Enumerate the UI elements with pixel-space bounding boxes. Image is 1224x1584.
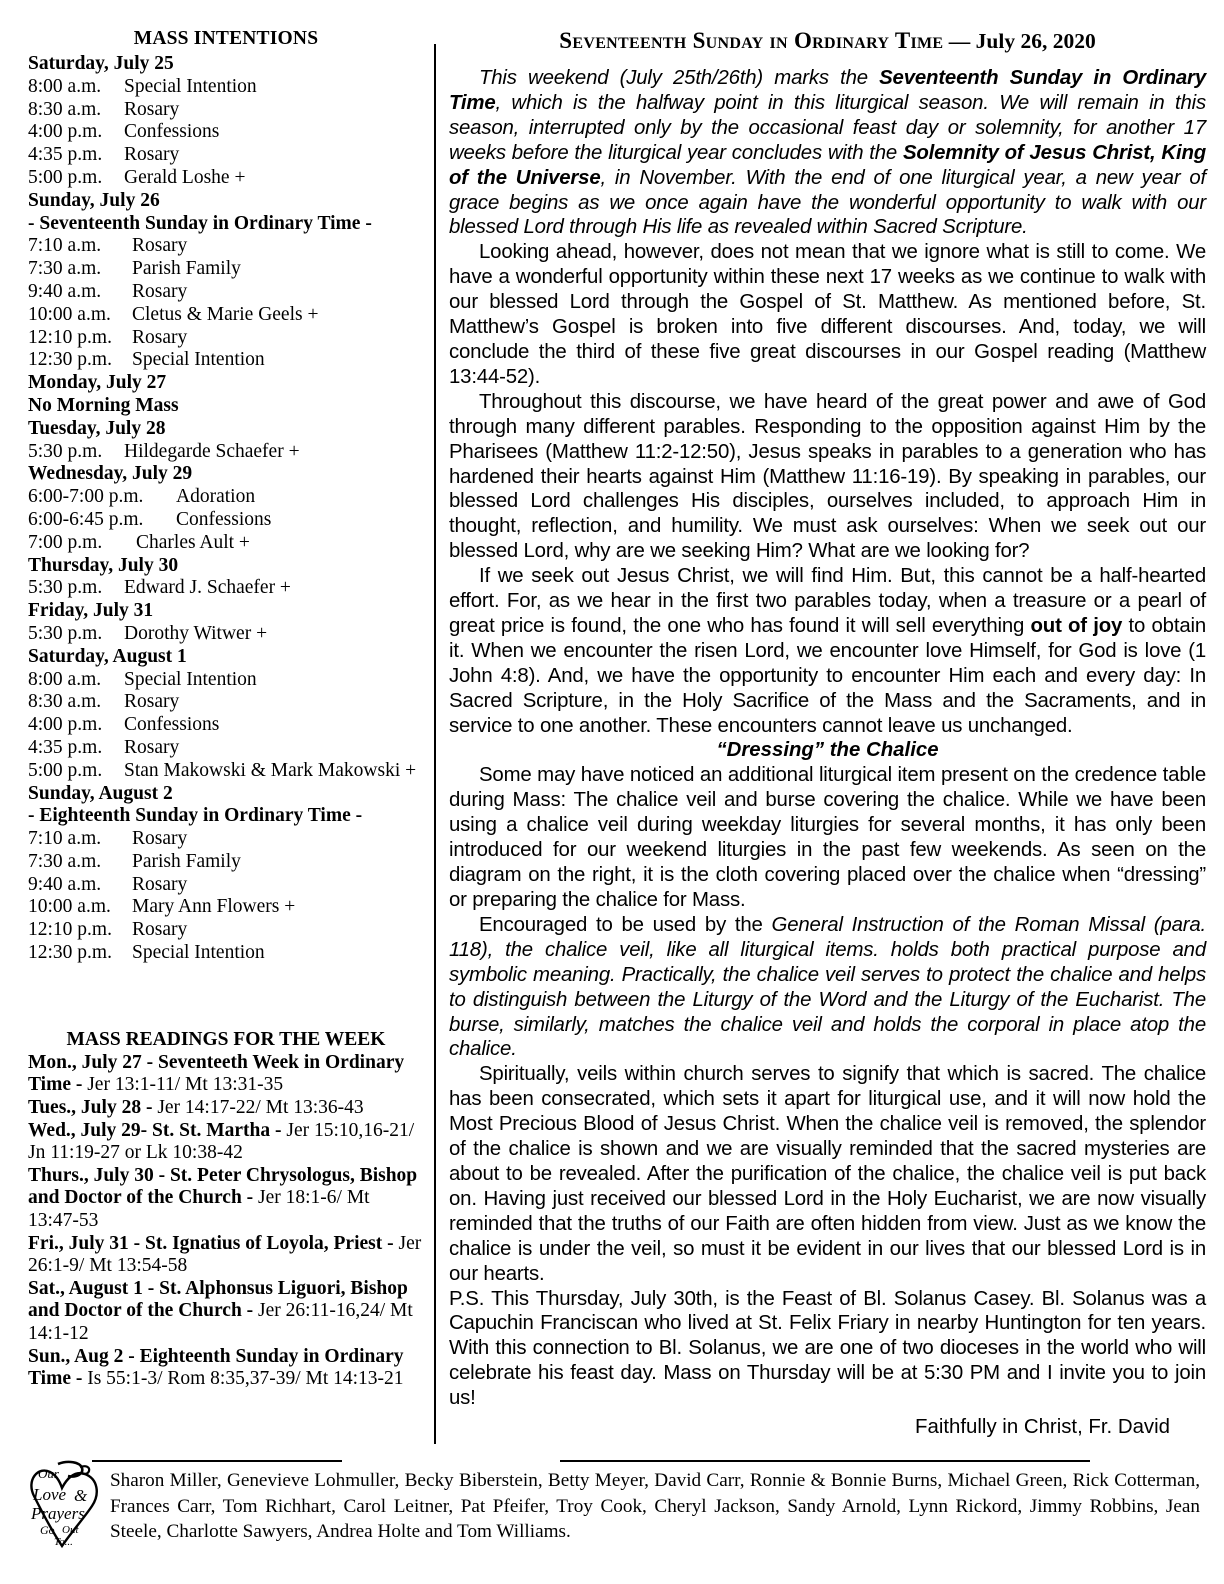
mass-time: 5:00 p.m. (28, 166, 103, 188)
mass-intention-row (28, 509, 424, 532)
mass-time: 8:00 a.m. (28, 75, 102, 97)
mass-reading-entry (28, 1165, 424, 1233)
mass-time: 5:30 p.m. (28, 622, 103, 644)
prayer-names-list: Sharon Miller, Genevieve Lohmuller, Becky Biberstein, Betty Meyer, David Carr, Ronnie & Bonnie Burns, Michael Green, Rick Cotterman, Frances Carr, Tom Richhart, Carol Leitner, Pat Pfeifer, Troy Cook, Cheryl Jackson, Sandy Arnold, Lynn Rickord, Jimmy Robbins, Jean Steele, Charlotte Sawyers, Andrea Holte and Tom Williams. (110, 1470, 1200, 1542)
bulletin-date: — July 26, 2020 (943, 29, 1096, 53)
mass-time: 4:00 p.m. (28, 714, 103, 736)
mass-intention-row (28, 144, 424, 167)
pastor-signoff: Faithfully in Christ, Fr. David (915, 1416, 1170, 1439)
reading-citations: Jer 26:11-16,24/ Mt 14:1-12 (28, 1300, 413, 1344)
mass-day-heading: Saturday, August 1 (28, 645, 187, 667)
mass-intention-name: Rosary (132, 280, 188, 302)
mass-time: 12:10 p.m. (28, 919, 112, 941)
mass-reading-entry (28, 1052, 424, 1097)
mass-intention-name: Confessions (176, 508, 272, 530)
reading-citations: Jer 13:1-11/ Mt 13:31-35 (87, 1074, 284, 1096)
mass-intention-name: Rosary (124, 98, 180, 120)
logo-text-love: Love (33, 1485, 67, 1504)
mass-day-heading: Friday, July 31 (28, 600, 154, 622)
mass-day-subheading: No Morning Mass (28, 394, 179, 416)
reading-day-label: Wed., July 29- St. St. Martha - (28, 1119, 287, 1141)
mass-intention-row (28, 486, 424, 509)
mass-time: 10:00 a.m. (28, 896, 111, 918)
letter-paragraph: This weekend (July 25th/26th) marks the Seventeenth Sunday in Ordinary Time, which is the halfway point in this liturgical season. We will remain in this season, interrupted only by the occasional feast day or solemnity, for another 17 weeks before the liturgical year concludes with the Solemnity of Jesus Christ, King of the Universe, in November. With the end of one liturgical year, a new year of grace begins as we once again have the wonderful opportunity to walk with our blessed Lord through His life as revealed within Sacred Scripture. (449, 67, 1206, 239)
mass-intention-name: Gerald Loshe + (124, 166, 246, 188)
reading-citations: Jer 15:10,16-21/ Jn 11:19-27 or Lk 10:38-42 (28, 1119, 415, 1164)
mass-time: 7:00 p.m. (28, 531, 103, 553)
mass-time: 7:30 a.m. (28, 850, 102, 872)
mass-day-heading: Thursday, July 30 (28, 554, 179, 576)
mass-reading-entry (28, 1233, 424, 1278)
mass-intention-name: Confessions (124, 121, 220, 143)
letter-paragraph: Throughout this discourse, we have heard of the great power and awe of God through many different parables. Responding to the opposition against Him by the Pharisees (Matthew 11:2-12:50), Jesus speaks in parables to a generation who has hardened their hearts against Him (Matthew 11:16-19). By speaking in parables, our blessed Lord challenges His disciples, ourselves included, to approach Him in thought, reflection, and humility. We must ask ourselves: When we seek out our blessed Lord, why are we seeking Him? What are we looking for? (449, 390, 1206, 563)
right-column (439, 0, 1224, 1452)
pastor-letter-part-two (449, 763, 1206, 1411)
mass-time: 9:40 a.m. (28, 873, 102, 895)
mass-intention-name: Rosary (132, 919, 188, 941)
logo-text-out: Out (62, 1524, 79, 1536)
footer-body (0, 1466, 1224, 1554)
letter-paragraph: P.S. This Thursday, July 30th, is the Feast of Bl. Solanus Casey. Bl. Solanus was a Capuchin Franciscan who lived at St. Felix Friary in nearby Huntington for ten years. With this connection to Bl. Solanus, we are one of two dioceses in the world who will celebrate his feast day. Mass on Thursday will be at 5:30 PM and I invite you to join us! (449, 1287, 1206, 1410)
letter-paragraph: Encouraged to be used by the General Instruction of the Roman Missal (para. 118), the chalice veil, like all liturgical items. holds both practical purpose and symbolic meaning. Practically, the chalice veil serves to protect the chalice and helps to distinguish between the Liturgy of the Word and the Liturgy of the Eucharist. The burse, similarly, matches the chalice veil and holds the corporal in place atop the chalice. (449, 913, 1206, 1061)
mass-day-subheading: - Eighteenth Sunday in Ordinary Time - (28, 805, 363, 827)
mass-day-heading: Sunday, August 2 (28, 782, 173, 804)
footer-rules (0, 1452, 1224, 1466)
mass-intention-name: Rosary (124, 144, 180, 166)
mass-intention-row (28, 896, 424, 919)
mass-day-heading: Wednesday, July 29 (28, 463, 193, 485)
mass-intention-row (28, 167, 424, 190)
logo-text-go: Go (40, 1523, 55, 1537)
mass-intention-row (28, 714, 424, 737)
mass-day-heading: Saturday, July 25 (28, 53, 174, 74)
mass-day-subheading: - Seventeenth Sunday in Ordinary Time - (28, 212, 372, 234)
mass-intention-name: Rosary (132, 828, 188, 850)
mass-intention-row (28, 577, 424, 600)
mass-time: 6:00-6:45 p.m. (28, 508, 144, 530)
mass-readings-heading: MASS READINGS FOR THE WEEK (66, 1028, 386, 1050)
mass-intention-row (28, 349, 424, 372)
mass-intentions-schedule (28, 53, 424, 965)
mass-intention-name: Stan Makowski & Mark Makowski + (124, 759, 417, 781)
mass-intention-row (28, 760, 424, 783)
reading-day-label: Thurs., July 30 - St. Peter Chrysologus, Bishop and Doctor of the Church - (28, 1164, 418, 1209)
mass-time: 7:10 a.m. (28, 828, 102, 850)
mass-intention-name: Special Intention (132, 942, 265, 964)
reading-day-label: Fri., July 31 - St. Ignatius of Loyola, Priest - (28, 1232, 399, 1254)
mass-intention-name: Parish Family (132, 850, 241, 872)
mass-intention-name: Rosary (132, 235, 188, 257)
mass-intention-row (28, 942, 424, 965)
mass-intention-name: Edward J. Schaefer + (124, 577, 291, 599)
reading-day-label: Mon., July 27 - Seventeeth Week in Ordinary Time - (28, 1051, 405, 1096)
mass-intention-row (28, 76, 424, 99)
letter-paragraph: If we seek out Jesus Christ, we will find Him. But, this cannot be a half-hearted effort. For, as we hear in the first two parables today, when a treasure or a pearl of great price is found, the one who has found it will sell everything out of joy to obtain it. When we encounter the risen Lord, we encounter love Himself, for God is love (1 John 4:8). And, we have the opportunity to encounter Him each and every day: In Sacred Scripture, in the Holy Sacrifice of the Mass and the Sacraments, and in service to one another. These encounters cannot leave us unchanged. (449, 565, 1206, 737)
mass-intention-row (28, 737, 424, 760)
mass-time: 12:30 p.m. (28, 349, 112, 371)
pastor-letter-part-one (449, 66, 1206, 738)
reading-day-label: Sat., August 1 - St. Alphonsus Liguori, Bishop and Doctor of the Church - (28, 1277, 408, 1322)
mass-intentions-heading: MASS INTENTIONS (133, 28, 319, 49)
mass-intention-row (28, 623, 424, 646)
mass-intention-name: Cletus & Marie Geels + (132, 303, 319, 325)
mass-intention-row (28, 99, 424, 122)
mass-day-heading: Sunday, July 26 (28, 189, 160, 211)
letter-paragraph: Spiritually, veils within church serves to signify that which is sacred. The chalice has been consecrated, which sets it apart for liturgical use, and it will now hold the Most Precious Blood of Jesus Christ. When the chalice veil is removed, the splendor of the chalice is shown and we are visually reminded that the sacred mysteries are about to be revealed. After the purification of the chalice, the chalice veil is put back on. Having just received our blessed Lord in the Holy Eucharist, we are now visually reminded that the truths of our Faith are often hidden from view. Just as we know the chalice is under the veil, so must it be evident in our lives that our blessed Lord is in our hearts. (449, 1063, 1206, 1285)
mass-intention-name: Hildegarde Schaefer + (124, 440, 300, 462)
mass-intention-row (28, 281, 424, 304)
mass-reading-entry (28, 1120, 424, 1165)
mass-intention-name: Rosary (124, 691, 180, 713)
reading-day-label: Sun., Aug 2 - Eighteenth Sunday in Ordinary Time - (28, 1345, 404, 1390)
logo-text-to: To... (54, 1536, 73, 1548)
mass-time: 7:10 a.m. (28, 235, 102, 257)
letter-paragraph: Some may have noticed an additional liturgical item present on the credence table during Mass: The chalice veil and burse covering the chalice. While we have been using a chalice veil during weekday liturgies for several months, it has only been introduced for our weekend liturgies in the past few weekends. As seen on the diagram on the right, it is the cloth covering placed over the chalice when “dressing” or preparing the chalice for Mass. (449, 764, 1206, 911)
sunday-title: Seventeenth Sunday in Ordinary Time (559, 28, 944, 53)
footer-rule-left (92, 1460, 342, 1462)
footer-rule-right (560, 1460, 1090, 1462)
mass-time: 5:30 p.m. (28, 577, 103, 599)
mass-time: 6:00-7:00 p.m. (28, 486, 144, 508)
mass-intention-name: Rosary (132, 326, 188, 348)
logo-text-prayers: Prayers (31, 1504, 85, 1523)
letter-paragraph: Looking ahead, however, does not mean that we ignore what is still to come. We have a wonderful opportunity within these next 17 weeks as we continue to walk with our blessed Lord through the Gospel of St. Matthew. As mentioned before, St. Matthew’s Gospel is broken into five different discourses. And, today, we will conclude the third of these five great discourses in our Gospel reading (Matthew 13:44-52). (449, 241, 1206, 388)
prayer-list-footer (0, 1452, 1224, 1584)
mass-reading-entry (28, 1278, 424, 1346)
mass-time: 4:35 p.m. (28, 144, 103, 166)
mass-intention-row (28, 669, 424, 692)
mass-time: 8:00 a.m. (28, 668, 102, 690)
mass-intention-row (28, 874, 424, 897)
mass-time: 10:00 a.m. (28, 303, 111, 325)
mass-intention-name: Parish Family (132, 258, 241, 280)
mass-intention-row (28, 441, 424, 464)
mass-time: 5:00 p.m. (28, 759, 103, 781)
mass-intention-row (28, 691, 424, 714)
mass-time: 7:30 a.m. (28, 258, 102, 280)
mass-time: 4:00 p.m. (28, 121, 103, 143)
mass-time: 4:35 p.m. (28, 736, 103, 758)
mass-time: 8:30 a.m. (28, 691, 102, 713)
mass-reading-entry (28, 1097, 424, 1120)
mass-intention-name: Special Intention (132, 349, 265, 371)
mass-intention-row (28, 851, 424, 874)
reading-citations: Jer 26:1-9/ Mt 13:54-58 (28, 1232, 422, 1277)
bulletin-title-line (449, 28, 1206, 54)
mass-intention-row (28, 258, 424, 281)
logo-text-our: Our (38, 1466, 59, 1481)
mass-time: 9:40 a.m. (28, 280, 102, 302)
mass-intention-row (28, 304, 424, 327)
mass-intention-row (28, 919, 424, 942)
heart-logo-svg (22, 1458, 110, 1554)
reading-citations: Is 55:1-3/ Rom 8:35,37-39/ Mt 14:13-21 (87, 1368, 404, 1390)
mass-intention-name: Confessions (124, 714, 220, 736)
chalice-section-heading: “Dressing” the Chalice (716, 739, 939, 762)
reading-citations: Jer 14:17-22/ Mt 13:36-43 (157, 1097, 364, 1119)
mass-intention-name: Adoration (176, 486, 256, 508)
logo-text-ampersand: & (74, 1486, 88, 1505)
mass-intention-row (28, 828, 424, 851)
reading-citations: Jer 18:1-6/ Mt 13:47-53 (28, 1187, 370, 1232)
mass-intention-row (28, 532, 424, 555)
mass-readings-list (28, 1052, 424, 1391)
mass-time: 12:10 p.m. (28, 326, 112, 348)
mass-intention-name: Rosary (132, 873, 188, 895)
mass-intention-name: Special Intention (124, 75, 257, 97)
mass-intention-name: Mary Ann Flowers + (132, 896, 296, 918)
mass-day-heading: Monday, July 27 (28, 372, 167, 394)
spacer (28, 965, 424, 1029)
mass-day-heading: Tuesday, July 28 (28, 417, 166, 439)
love-and-prayers-heart-icon (22, 1458, 110, 1554)
mass-time: 12:30 p.m. (28, 942, 112, 964)
left-column (0, 0, 434, 1452)
reading-day-label: Tues., July 28 - (28, 1097, 158, 1119)
mass-intention-row (28, 235, 424, 258)
mass-intention-name: Dorothy Witwer + (124, 622, 268, 644)
mass-intention-name: Rosary (124, 736, 180, 758)
mass-time: 5:30 p.m. (28, 440, 103, 462)
mass-time: 8:30 a.m. (28, 98, 102, 120)
mass-reading-entry (28, 1346, 424, 1391)
mass-intention-name: Charles Ault + (136, 531, 250, 553)
mass-intention-row (28, 121, 424, 144)
mass-intention-name: Special Intention (124, 668, 257, 690)
mass-intention-row (28, 327, 424, 350)
